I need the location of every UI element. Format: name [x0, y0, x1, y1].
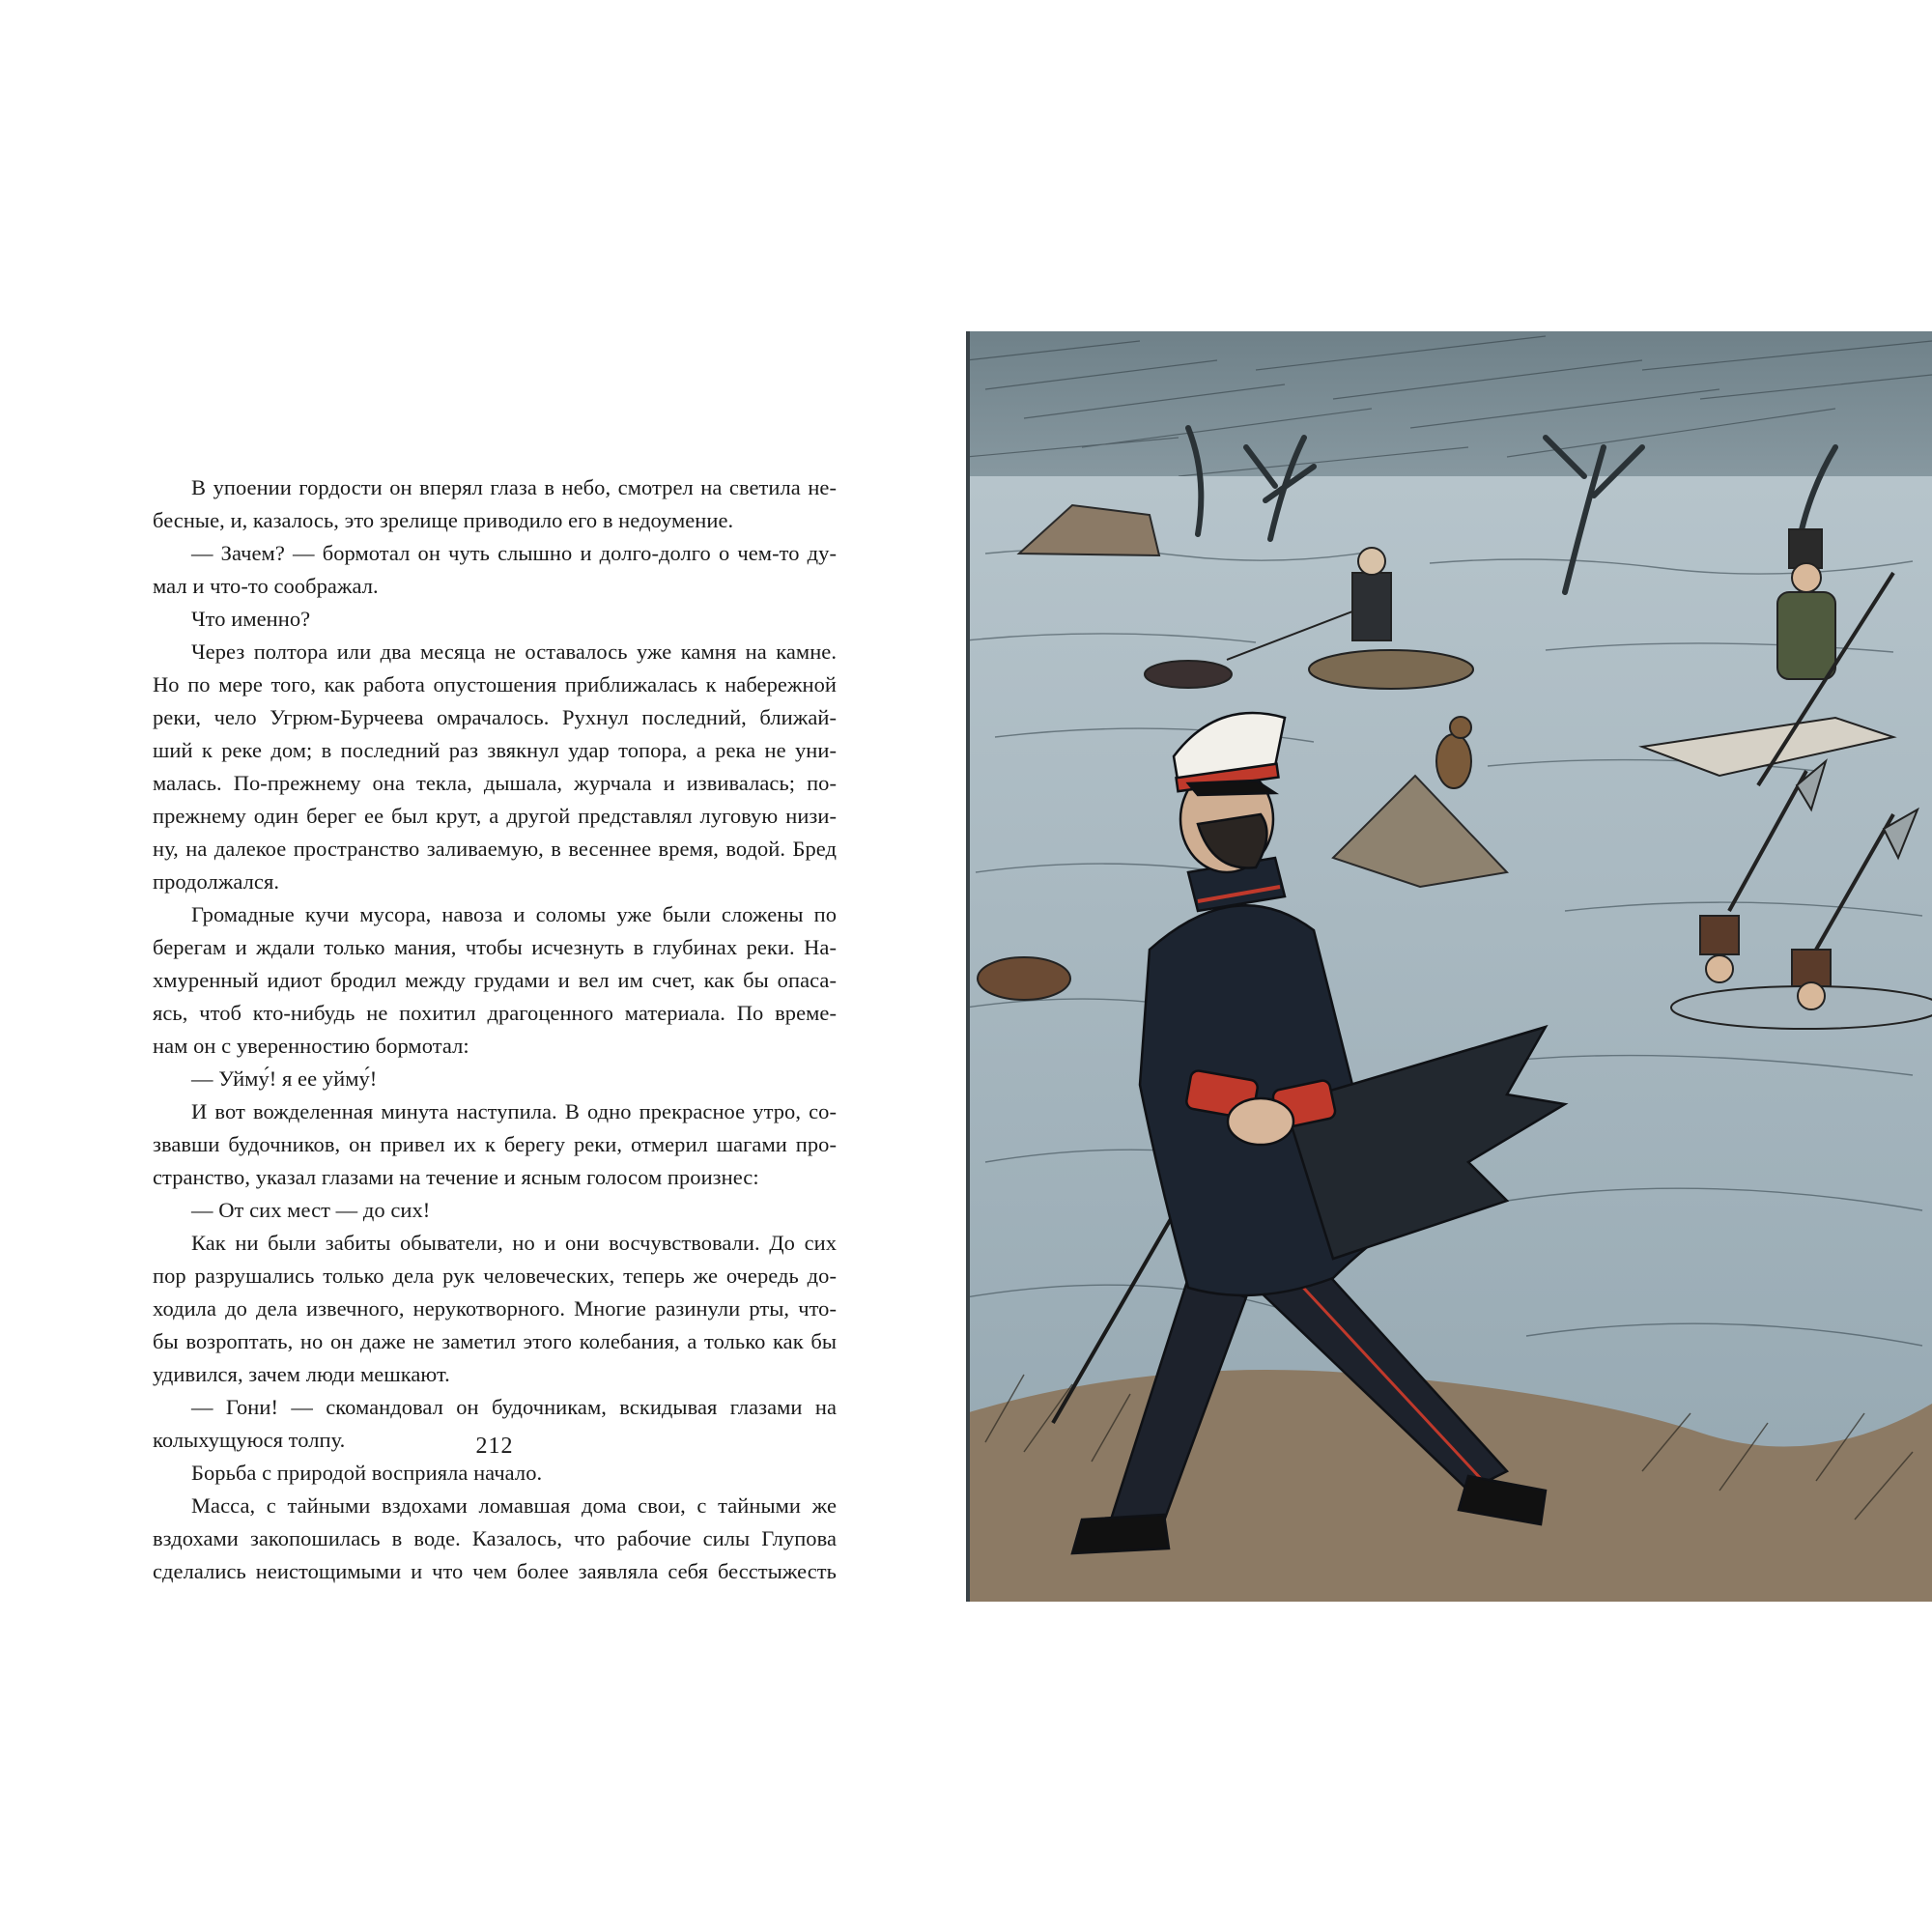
- text-line: пор разрушались только дела рук человеческих, теперь же очередь до-: [153, 1264, 837, 1288]
- text-line: нам он с уверенностию бормотал:: [153, 1034, 469, 1058]
- text-line: вздохами закопошилась в воде. Казалось, что рабочие силы Глупова: [153, 1526, 837, 1550]
- text-line: удивился, зачем люди мешкают.: [153, 1362, 450, 1386]
- text-line: прежнему один берег ее был крут, а другой представлял луговую низи-: [153, 804, 837, 828]
- text-line: берегам и ждали только мания, чтобы исчезнуть в глубинах реки. На-: [153, 935, 837, 959]
- flood-illustration: [966, 331, 1932, 1602]
- text-line: колыхущуюся толпу.: [153, 1428, 346, 1452]
- text-line: — От сих мест — до сих!: [191, 1198, 431, 1222]
- text-line: сделались неистощимыми и что чем более заявляла себя бесстыжесть: [153, 1559, 837, 1583]
- text-line: Но по мере того, как работа опустошения приближалась к набережной: [153, 672, 837, 696]
- text-line: Что именно?: [191, 607, 311, 631]
- clasped-hands: [1228, 1098, 1293, 1145]
- floating-barrel: [978, 957, 1070, 1000]
- text-line: Громадные кучи мусора, навоза и соломы уже были сложены по: [191, 902, 837, 926]
- text-page: [153, 471, 837, 1588]
- text-line: бы возроптать, но он даже не заметил этого колебания, а только как бы: [153, 1329, 837, 1353]
- text-line: — Гони! — скомандовал он будочникам, вскидывая глазами на: [191, 1395, 837, 1419]
- text-line: В упоении гордости он вперял глаза в небо, смотрел на светила не-: [191, 475, 837, 499]
- text-line: продолжался.: [153, 869, 280, 894]
- text-line: ший к реке дом; в последний раз звякнул удар топора, а река не уни-: [153, 738, 837, 762]
- text-line: бесные, и, казалось, это зрелище приводило его в недоумение.: [153, 508, 734, 532]
- text-line: И вот вожделенная минута наступила. В одно прекрасное утро, со-: [191, 1099, 837, 1123]
- illustration-artwork: [966, 331, 1932, 1602]
- page-number: 212: [475, 1434, 514, 1459]
- text-line: мал и что-то соображал.: [153, 574, 379, 598]
- text-line: звавши будочников, он привел их к берегу реки, отмерил шагами про-: [153, 1132, 837, 1156]
- text-line: Борьба с природой восприяла начало.: [191, 1461, 543, 1485]
- text-line: реки, чело Угрюм-Бурчеева омрачалось. Рухнул последний, ближай-: [153, 705, 837, 729]
- text-line: Через полтора или два месяца не оставалось уже камня на камне.: [191, 639, 837, 664]
- text-line: Масса, с тайными вздохами ломавшая дома свои, с тайными же: [191, 1493, 837, 1518]
- text-line: странство, указал глазами на течение и ясным голосом произнес:: [153, 1165, 759, 1189]
- text-line: ну, на далекое пространство заливаемую, в весеннее время, водой. Бред: [153, 837, 837, 861]
- text-line: — Уйму́! я ее уйму́!: [191, 1066, 378, 1091]
- boot-left: [1072, 1515, 1169, 1553]
- text-line: хмуренный идиот бродил между грудами и вел им счет, как бы опаса-: [153, 968, 837, 992]
- text-line: — Зачем? — бормотал он чуть слышно и долго-долго о чем-то ду-: [191, 541, 837, 565]
- text-line: Как ни были забиты обыватели, но и они восчувствовали. До сих: [191, 1231, 837, 1255]
- text-line: ходила до дела извечного, нерукотворного. Многие разинули рты, что-: [153, 1296, 837, 1321]
- text-line: ясь, чтоб кто-нибудь не похитил драгоценного материала. По време-: [153, 1001, 837, 1025]
- text-line: малась. По-прежнему она текла, дышала, журчала и извивалась; по-: [153, 771, 837, 795]
